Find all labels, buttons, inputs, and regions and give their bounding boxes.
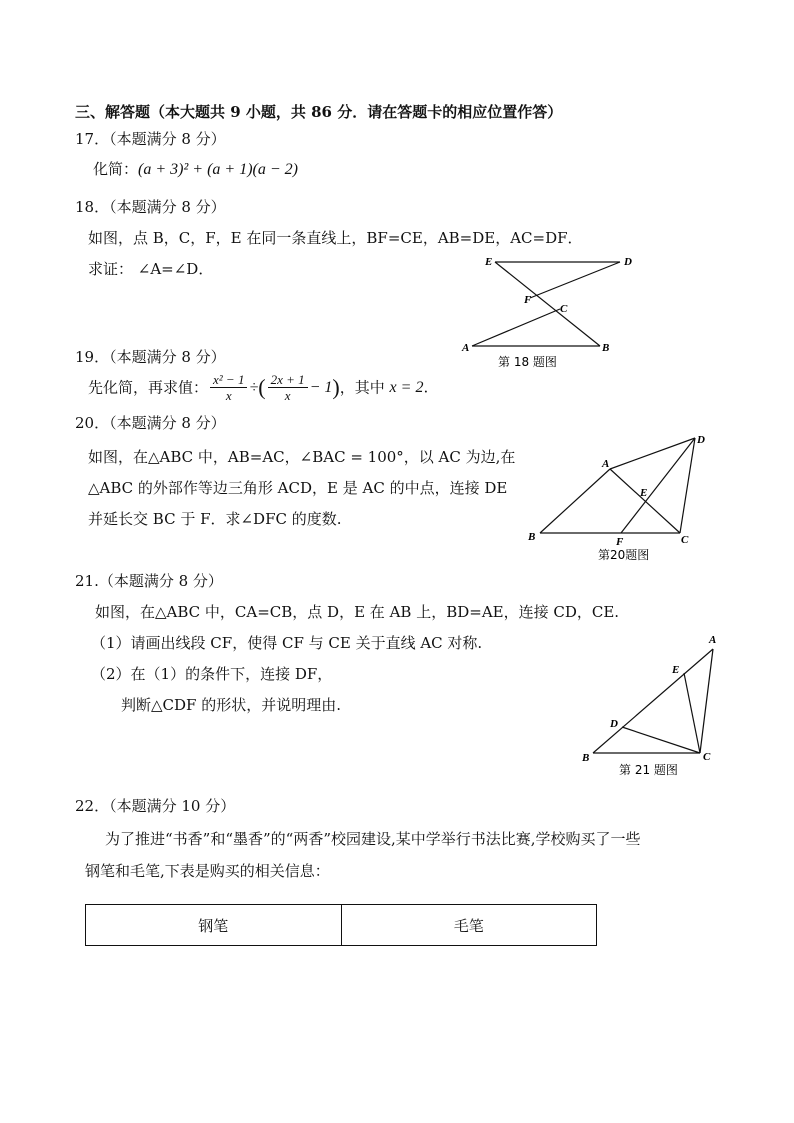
q20-line1: 如图，在△ABC 中，AB=AC，∠BAC = 100°，以 AC 为边,在 xyxy=(88,448,516,466)
q20-heading: 20．（本题满分 8 分） xyxy=(75,414,226,432)
q21-label-e: E xyxy=(672,664,680,676)
q18-label-c: C xyxy=(560,303,568,315)
q18-label-e: E xyxy=(485,256,493,268)
q17-body xyxy=(93,160,298,179)
q19-divide-sign: ÷ xyxy=(249,378,259,396)
q21-segment-dc xyxy=(622,727,700,753)
purchase-info-table xyxy=(85,904,597,946)
q17-prompt: 化简： xyxy=(93,160,139,178)
q18-segment-eb xyxy=(495,262,600,346)
q21-caption: 第 21 题图 xyxy=(619,763,678,777)
q18-label-a: A xyxy=(462,342,470,354)
q21-heading: 21.（本题满分 8 分） xyxy=(75,572,223,590)
q20-segment-ba xyxy=(540,469,610,533)
q18-caption: 第 18 题图 xyxy=(498,355,557,369)
q18-line2: 求证： ∠A=∠D． xyxy=(88,260,214,278)
q19-prompt: 先化简，再求值： xyxy=(88,378,209,397)
table-header-brush: 毛笔 xyxy=(341,905,597,946)
q19-fraction-2: $\frac{2x + 1}{x}$ xyxy=(268,372,308,403)
q21-line4: 判断△CDF 的形状，并说明理由. xyxy=(121,696,341,714)
q22-line2: 钢笔和毛笔,下表是购买的相关信息： xyxy=(85,862,330,880)
q18-label-d: D xyxy=(624,256,632,268)
q21-label-a: A xyxy=(709,634,717,646)
q19-condition: x = 2 xyxy=(389,378,424,396)
q17-expression: (a + 3)² + (a + 1)(a − 2) xyxy=(138,161,298,178)
q18-label-f: F xyxy=(524,294,532,306)
q19-heading: 19．（本题满分 8 分） xyxy=(75,348,226,366)
q18-line1: 如图，点 B，C，F，E 在同一条直线上，BF=CE，AB=DE，AC=DF． xyxy=(88,229,583,247)
q18-segment-df xyxy=(530,262,620,298)
q21-label-d: D xyxy=(610,718,618,730)
q20-segment-ac xyxy=(610,469,680,533)
q21-figure xyxy=(575,628,735,778)
q20-line3: 并延长交 BC 于 F．求∠DFC 的度数. xyxy=(88,510,342,528)
table-header-pen: 钢笔 xyxy=(86,905,342,946)
q19-minus-one: − 1 xyxy=(309,378,333,396)
q18-figure xyxy=(450,248,650,373)
table-row xyxy=(86,905,597,946)
q20-label-b: B xyxy=(528,531,536,543)
q21-line3: （2）在（1）的条件下，连接 DF， xyxy=(91,665,333,683)
q22-heading: 22．（本题满分 10 分） xyxy=(75,797,236,815)
q20-line2: △ABC 的外部作等边三角形 ACD，E 是 AC 的中点，连接 DE xyxy=(88,479,508,497)
q17-heading: 17．（本题满分 8 分） xyxy=(75,130,226,148)
q20-figure xyxy=(520,430,720,570)
q20-segment-df xyxy=(621,438,695,533)
q22-line1: 为了推进“书香”和“墨香”的“两香”校园建设,某中学举行书法比赛,学校购买了一些 xyxy=(105,830,641,848)
q21-segment-ec xyxy=(684,673,700,753)
q19-fraction-1: $\frac{\text{x² − 1}}{x}$ xyxy=(210,372,247,403)
q21-line2: （1）请画出线段 CF，使得 CF 与 CE 关于直线 AC 对称. xyxy=(91,634,483,652)
q20-caption: 第20题图 xyxy=(598,548,650,562)
q21-segment-ac xyxy=(700,649,713,753)
q20-label-a: A xyxy=(602,458,610,470)
q19-end: . xyxy=(423,378,429,397)
q21-line1: 如图，在△ABC 中，CA=CB，点 D，E 在 AB 上，BD=AE，连接 CD，CE. xyxy=(95,603,620,621)
q20-label-d: D xyxy=(697,434,705,446)
q20-label-e: E xyxy=(640,487,648,499)
q20-label-f: F xyxy=(616,536,624,548)
q20-label-c: C xyxy=(681,534,689,546)
q21-label-c: C xyxy=(703,751,711,763)
q19-body: 先化简，再求值： $\frac{\text{x² − 1}}{x}$ ÷( $\frac{2x + 1}{x}$ − 1)，其中 x = 2. xyxy=(88,372,429,403)
q18-label-b: B xyxy=(602,342,610,354)
section-header: 三、解答题（本大题共 9 小题，共 86 分．请在答题卡的相应位置作答） xyxy=(75,103,563,121)
q20-segment-dc xyxy=(680,438,695,533)
q19-tail: ，其中 xyxy=(339,378,385,397)
q21-label-b: B xyxy=(582,752,590,764)
q18-heading: 18．（本题满分 8 分） xyxy=(75,198,226,216)
q18-segment-ac xyxy=(472,309,560,346)
